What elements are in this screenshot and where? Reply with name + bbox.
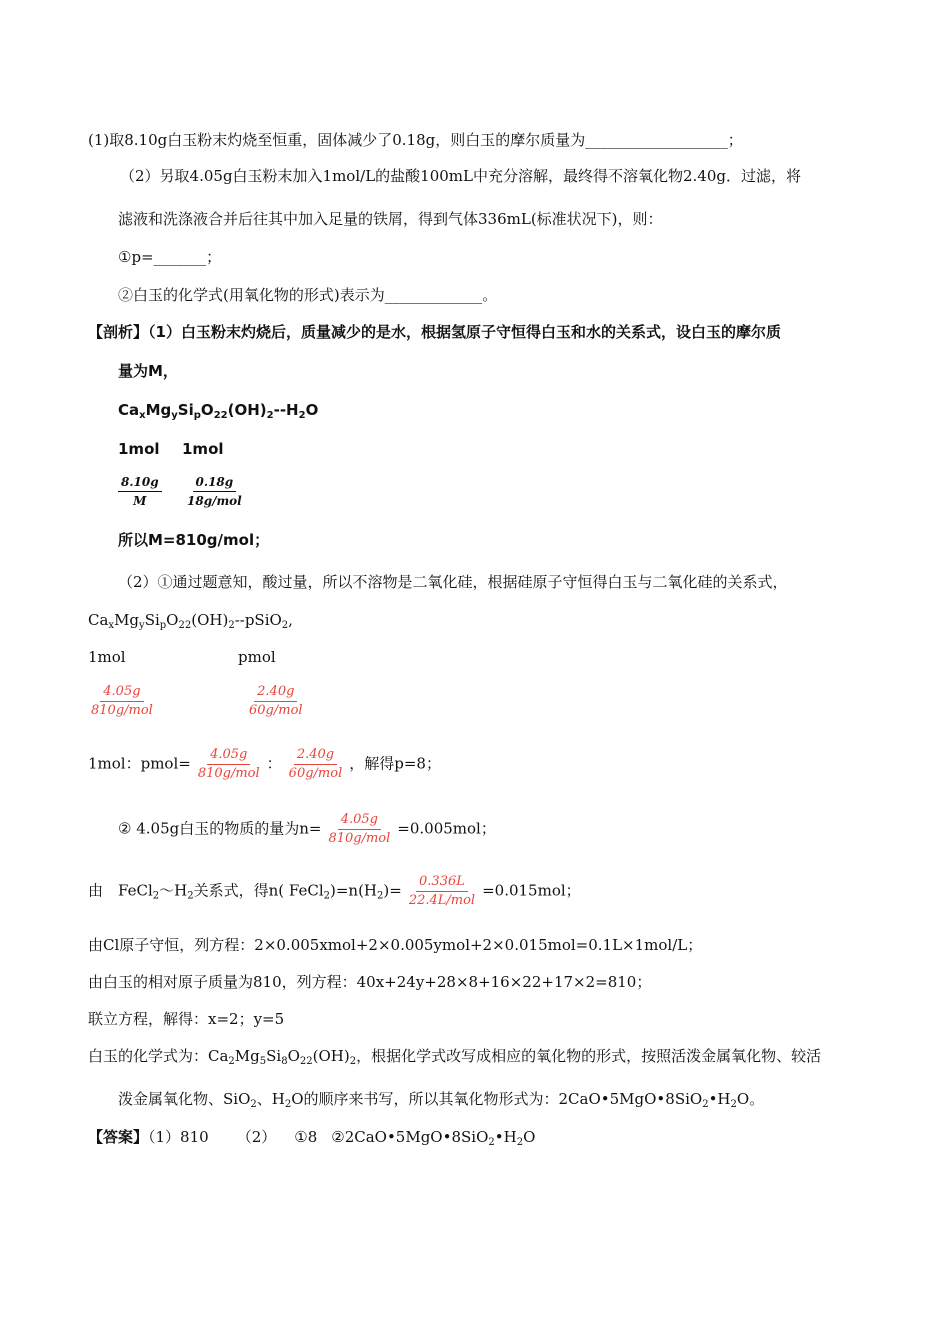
analysis-label: 【剖析】: [88, 323, 149, 341]
mol-row-1a: 1mol: [118, 440, 160, 458]
fecl2-equation: 由 $FeCl_2\sim H_2$关系式，得n( $FeCl_2)=n(H_2)=$ $\frac{0.336L}{\text{22.4L/mol}}$ =0.015mol；: [88, 874, 581, 908]
analysis-para-1: 【剖析】（1）白玉粉末灼烧后，质量减少的是水，根据氢原子守恒得白玉和水的关系式，设白玉的摩尔质: [88, 323, 781, 341]
question-2-part-1: ①p=_______；: [118, 248, 222, 266]
mol-row-2a: 1mol: [88, 648, 126, 666]
analysis-para-2: （2）①通过题意知，酸过量，所以不溶物是二氧化硅，根据硅原子守恒得白玉与二氧化硅的关系式，: [118, 573, 788, 591]
analysis-para-1b: 量为M，: [118, 362, 178, 380]
fraction-8-10: $\frac{8.10g}{M}$: [114, 474, 166, 509]
relation-2: $Ca_xMg_ySi_pO_{22}(OH)_2--pSiO_2$,: [88, 611, 293, 631]
cl-conservation: 由Cl原子守恒，列方程：2×0.005xmol+2×0.005ymol+2×0.015mol=0.1L×1mol/L；: [88, 936, 703, 954]
moles-equation: ② 4.05g白玉的物质的量为n= $\frac{4.05g}{\text{810g/mol}}$ =0.005mol；: [118, 812, 496, 846]
answer-label: 【答案】: [88, 1128, 149, 1146]
question-1: (1)取8.10g白玉粉末灼烧至恒重，固体减少了0.18g，则白玉的摩尔质量为___________________；: [88, 131, 743, 149]
question-2-part-2: ②白玉的化学式(用氧化物的形式)表示为_____________。: [118, 286, 498, 304]
formula-line: 白玉的化学式为：$Ca_2Mg_5Si_8O_{22}(OH)_2$，根据化学式改写成相应的氧化物的形式，按照活泼金属氧化物、较活: [88, 1047, 822, 1067]
ratio-equation: 1mol：pmol= $\frac{4.05g}{\text{810g/mol}}$ ： $\frac{2.40g}{\text{60g/mol}}$ ，解得p=8；: [88, 747, 441, 781]
fraction-2-40: $\frac{2.40g}{\text{60g/mol}}$: [249, 684, 303, 718]
solve-line: 联立方程，解得：x=2；y=5: [88, 1010, 285, 1028]
question-2-line-1: （2）另取4.05g白玉粉末加入1mol/L的盐酸100mL中充分溶解，最终得不溶氧化物2.40g．过滤，将: [120, 167, 801, 185]
fraction-0-18: $\frac{0.18g}{\text{18g/mol}}$: [187, 475, 242, 508]
result-molar-mass: 所以M=810g/mol；: [118, 531, 270, 549]
relation-1: $Ca_xMg_ySi_pO_{22}(OH)_2--H_2O$: [118, 401, 319, 421]
question-2-line-2: 滤液和洗涤液合并后往其中加入足量的铁屑，得到气体336mL(标准状况下)，则：: [118, 210, 663, 228]
mol-row-2b: pmol: [238, 648, 276, 666]
fraction-4-05: $\frac{4.05g}{\text{810g/mol}}$: [91, 684, 153, 718]
mass-equation: 由白玉的相对原子质量为810，列方程：40x+24y+28×8+16×22+17×2=810；: [88, 973, 652, 991]
mol-row-1b: 1mol: [182, 440, 224, 458]
answer-line: 【答案】（1）810 （2） ①8 $②2CaO•5MgO•8SiO_2•H_2O$: [88, 1128, 536, 1148]
oxide-form-line: 泼金属氧化物、SiO$_2$、$H_2O$的顺序来书写，所以其氧化物形式为：$2CaO•5MgO•8SiO_2•H_2O$。: [118, 1090, 765, 1110]
